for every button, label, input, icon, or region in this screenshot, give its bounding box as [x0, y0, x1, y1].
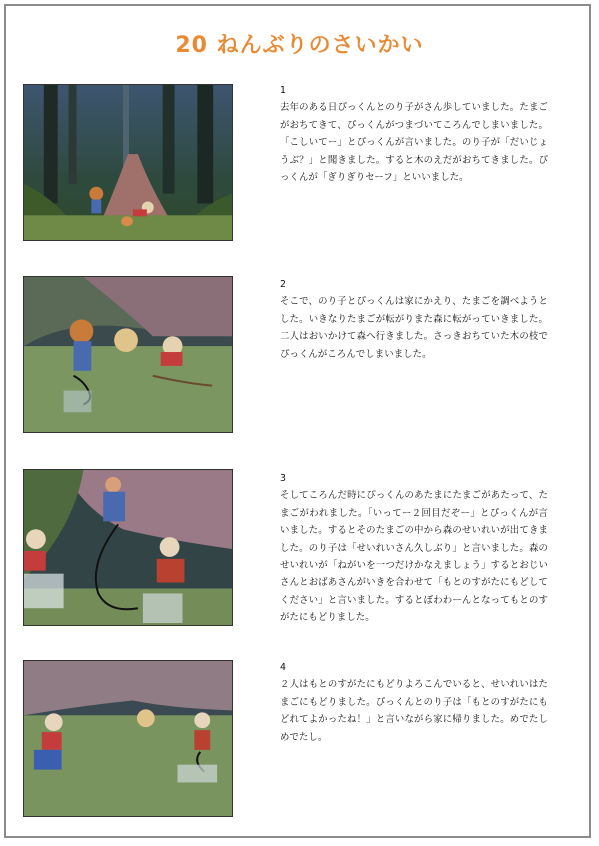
- page-title: 20 ねんぶりのさいかい: [175, 33, 424, 58]
- scene-photo-3: [23, 469, 233, 626]
- section-number: 2: [280, 279, 287, 290]
- section-text: ２人はもとのすがたにもどりよろこんでいると、せいれいはたまごにもどりました。ぴっくんとのり子は「もとのすがたにもどれてよかったね！」と言いながら家に帰りました。めでたしめでたし。: [280, 679, 548, 743]
- story-section-4: [280, 659, 548, 746]
- story-section-2: [280, 276, 548, 363]
- section-text: 去年のある日ぴっくんとのり子がさん歩していました。たまごがおちてきて、ぴっくんがつまづいてころんでしまいました。「こしいてー」とぴっくんが言いました。のり子が「だいじょうぶ？」と聞きました。すると木のえだがおちてきました。ぴっくんが「ぎりぎりセーフ」といいました。: [280, 102, 548, 184]
- section-text: そこで、のり子とぴっくんは家にかえり、たまごを調べようとした。いきなりたまごが転がりまた森に転がっていきました。二人はおいかけて森へ行きました。さっきおちていた木の枝でぴっくんがころんでしまいました。: [280, 296, 548, 360]
- story-section-3: [280, 470, 548, 627]
- scene-photo-4: [23, 660, 233, 817]
- section-number: 1: [280, 85, 287, 96]
- section-number: 4: [280, 662, 287, 673]
- section-number: 3: [280, 473, 287, 484]
- scene-photo-1: [23, 84, 233, 241]
- scene-photo-2: [23, 276, 233, 433]
- section-text: そしてころんだ時にぴっくんのあたまにたまごがあたって、たまごがわれました。「いってー２回目だぞー」とぴっくんが言いました。するとそのたまごの中から森のせいれいが出てきました。のり子は「せいれいさん久しぶり」と言いました。森のせいれいが「ねがいを一つだけかなえましょう」するとおじいさんとおばあさんがいきを合わせて「もとのすがたにもどしてください」と言いました。するとぼわわーんとなってもとのすがたにもどりました。: [280, 490, 548, 624]
- story-section-1: [280, 82, 548, 186]
